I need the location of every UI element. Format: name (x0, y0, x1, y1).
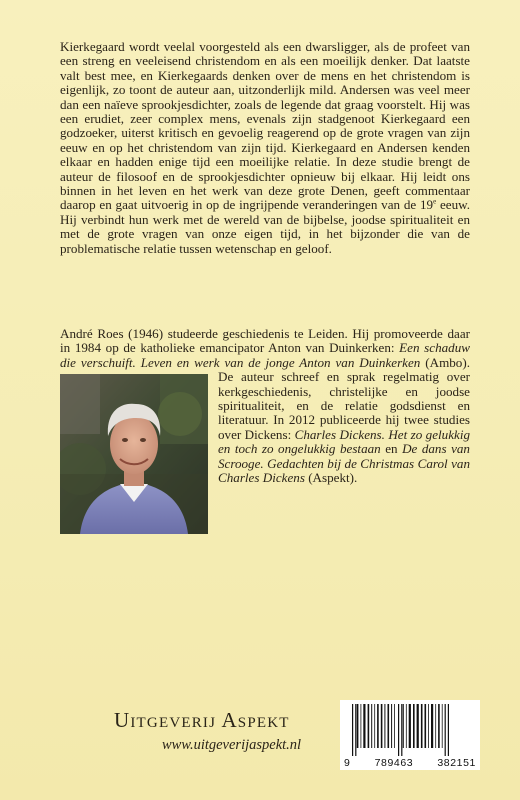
barcode-bars (340, 700, 480, 756)
bio-part-1: André Roes (1946) studeerde geschiedenis te Leiden. Hij promoveerde daar in 1984 op de katholieke emancipator Anton van Duinkerken: (60, 326, 470, 356)
book-title-1: Een schaduw die verschuift. Leven en werk van de jonge Anton van Duinkerken (60, 340, 470, 370)
isbn-first-digit: 9 (344, 757, 351, 769)
bio-part-4: (Aspekt). (304, 470, 358, 486)
bio-part-3: en (380, 441, 403, 457)
isbn-barcode (340, 700, 480, 770)
isbn-group-1: 789463 (374, 757, 414, 769)
publisher-name: Uitgeverij Aspekt (114, 708, 290, 732)
isbn-number (340, 757, 480, 769)
book-title-3: De dans van Scrooge. Gedachten bij de Christmas Carol van Charles Dickens (218, 441, 470, 486)
author-bio (60, 327, 470, 536)
book-title-2: Charles Dickens. Het zo gelukkig en toch zo ongelukkig bestaan (218, 426, 471, 457)
author-photo (60, 374, 208, 534)
bio-part-2: (Ambo). De auteur schreef en sprak regelmatig over kerkgeschiedenis, christelijke en joodse spiritualiteit, en de relatie godsdienst en literatuur. In 2012 publiceerde hij twee studies over Dickens: (218, 354, 470, 442)
blurb-part-2: eeuw. Hij verbindt hun werk met de wereld van de bijbelse, joodse spiritualiteit en met de grote vragen van onze eigen tijd, in het bijzonder die van de problematische relatie tussen wetenschap en geloof. (60, 197, 470, 256)
author-bio-paragraph (60, 327, 470, 485)
isbn-group-2: 382151 (437, 757, 476, 769)
publisher-website: www.uitgeverijaspekt.nl (162, 737, 302, 753)
century-superscript: e (433, 198, 437, 207)
blurb-part-1: Kierkegaard wordt veelal voorgesteld als een dwarsligger, als de profeet van een streng en veeleisend christendom en als een moeilijk denker. Dat laatste valt best mee, en Kierkegaards denken over de mens en het christendom is eigenlijk, zo toont de auteur aan, uitzonderlijk mild. Andersen was veel meer dan een naïeve sprookjesdichter, zoals de legende dat graag voorstelt. Hij was een erudiet, zeer complex mens, evenals zijn stadgenoot Kierkegaard een godzoeker, uiterst kritisch en gevoelig reagerend op de grote vragen van zijn eeuw en op het christendom van zijn tijd. Kierkegaard en Andersen kenden elkaar en hadden enige tijd een moeilijke relatie. In deze studie brengt de auteur de filosoof en de sprookjesdichter opnieuw bij elkaar. Hij leidt ons binnen in het leven en het werk van deze grote Denen, geeft commentaar daarop en gaat uitvoerig in op de ingrijpende veranderingen van de 19 (60, 39, 470, 213)
blurb-text (60, 40, 470, 256)
